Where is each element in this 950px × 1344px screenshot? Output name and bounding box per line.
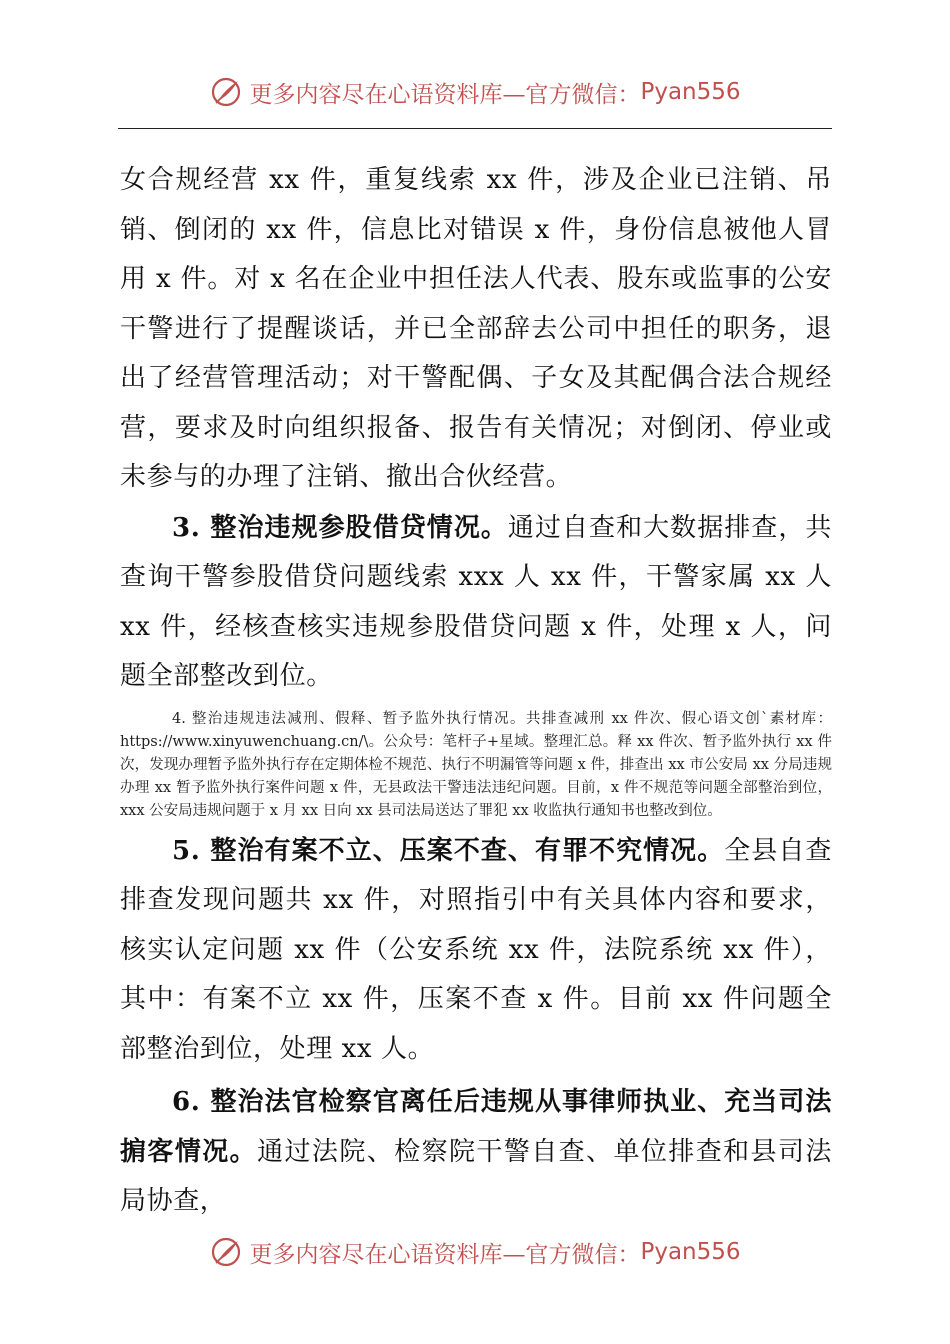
- paragraph-5-title: 5. 整治有案不立、压案不查、有罪不究情况。: [172, 835, 725, 866]
- header-contact-text: —官方微信：: [502, 81, 641, 108]
- paragraph-4-small: 4. 整治违规违法减刑、假释、暂予监外执行情况。共排查减刑 xx 件次、假心语文创`素材库：https://www.xinyuwenchuang.cn/\。公众号：笔杆子+星域。整理汇总。释 xx 件次、暂予监外执行 xx 件次，发现办理暂予监外执行存在定期体检不规范、执行不明漏管等问题 x 件，排查出 xx 市公安局 xx 分局违规办理 xx 暂予监外执行案件问题 x 件，无县政法干警违法违纪问题。目前，x 件不规范等问题全部整治到位，xxx 公安局违规问题于 x 月 xx 日向 xx 县司法局送达了罪犯 xx 收监执行通知书也整改到位。: [120, 710, 832, 819]
- footer-contact-text: —官方微信：: [502, 1241, 641, 1268]
- paragraph-3-title: 3. 整治违规参股借贷情况。: [172, 512, 508, 543]
- paragraph-continued: 女合规经营 xx 件，重复线索 xx 件，涉及企业已注销、吊销、倒闭的 xx 件，信息比对错误 x 件，身份信息被他人冒用 x 件。对 x 名在企业中担任法人代表、股东或监事的公安干警进行了提醒谈话，并已全部辞去公司中担任的职务，退出了经营管理活动；对干警配偶、子女及其配偶合法合规经营，要求及时向组织报备、报告有关情况；对倒闭、停业或未参与的办理了注销、撤出合伙经营。: [120, 165, 832, 492]
- paragraph-6: [120, 1078, 832, 1227]
- paragraph-3-body: 通过自查和大数据排查，共查询干警参股借贷问题线索 xxx 人 xx 件，干警家属 xx 人 xx 件，经核查核实违规参股借贷问题 x 件，处理 x 人，问题全部整改到位。: [120, 512, 832, 691]
- header-divider: [118, 128, 832, 129]
- header-contact-id: Pyan556: [640, 79, 741, 105]
- feather-pen-icon: [209, 1235, 243, 1269]
- page-header: [0, 72, 950, 112]
- paragraph-5-body: 全县自查排查发现问题共 xx 件，对照指引中有关具体内容和要求，核实认定问题 xx 件（公安系统 xx 件，法院系统 xx 件），其中：有案不立 xx 件，压案不查 x 件。目前 xx 件问题全部整治到位，处理 xx 人。: [120, 835, 832, 1064]
- paragraph-6-title: 6. 整治法官检察官离任后违规从事律师执业、充当司法掮客情况。: [120, 1087, 832, 1167]
- page-footer: [0, 1232, 950, 1272]
- paragraph-6-body: 通过法院、检察院干警自查、单位排查和县司法局协查，: [120, 1136, 832, 1216]
- feather-pen-icon: [209, 75, 243, 109]
- footer-brand-text: 更多内容尽在心语资料库: [249, 1241, 503, 1268]
- paragraph-5: [120, 827, 832, 1075]
- paragraph-3: [120, 504, 832, 702]
- footer-contact-id: Pyan556: [640, 1239, 741, 1265]
- header-brand-text: 更多内容尽在心语资料库: [249, 81, 503, 108]
- document-body: [120, 156, 832, 1227]
